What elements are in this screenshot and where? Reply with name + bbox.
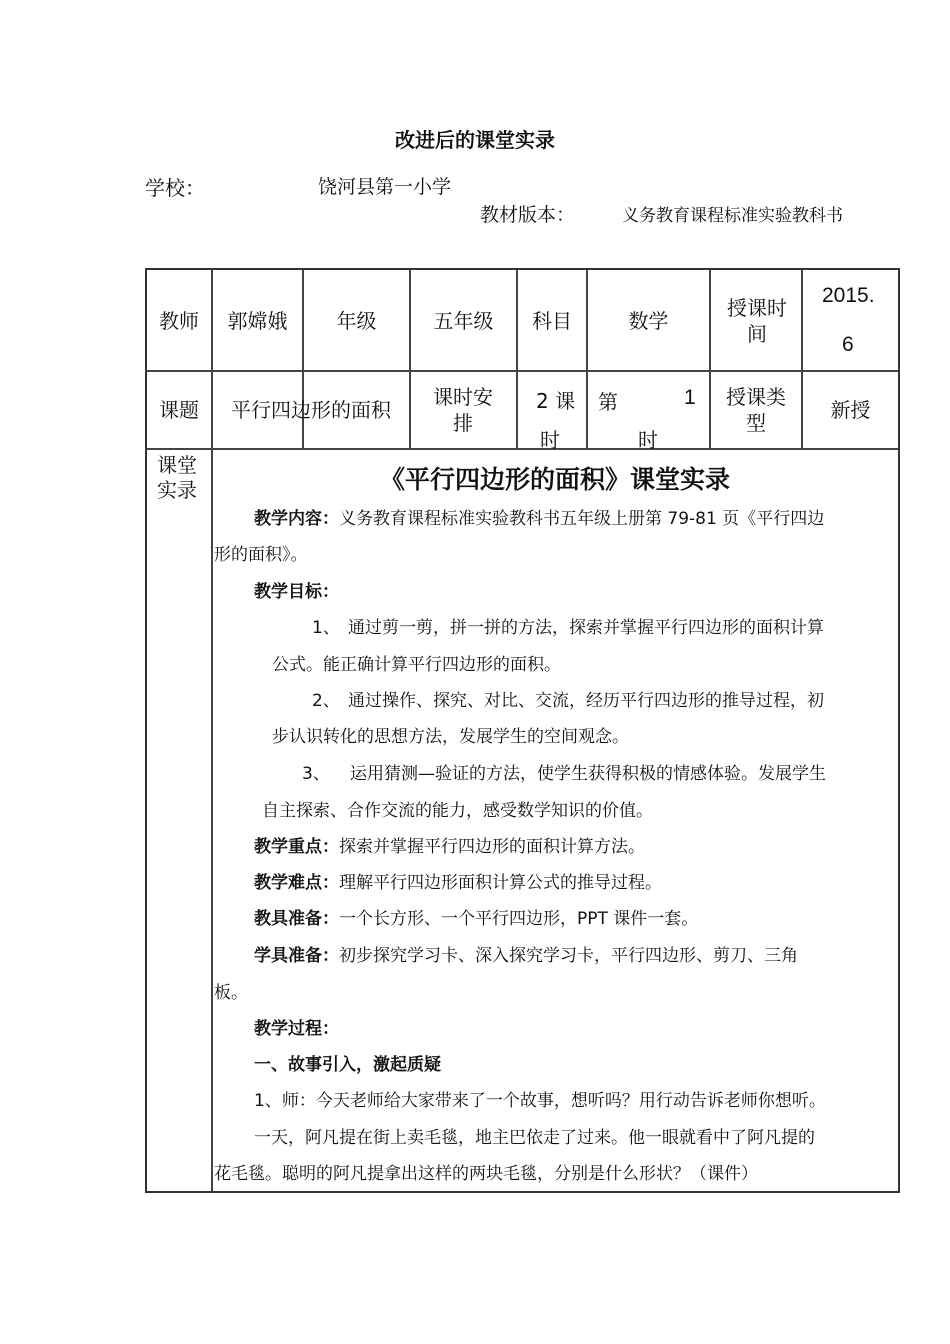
lesson-prefix: 第 bbox=[598, 390, 618, 414]
teacher-name: 郭嫦娥 bbox=[227, 309, 288, 333]
type-value: 新授 bbox=[830, 398, 871, 422]
type-label: 授课类型 bbox=[726, 385, 786, 435]
date-value-line1: 2015. bbox=[822, 284, 875, 307]
page-title: 改进后的课堂实录 bbox=[395, 128, 555, 152]
goal3-text: 运用猜测—验证的方法，使学生获得积极的情感体验。发展学生 bbox=[350, 764, 826, 784]
table-rule bbox=[709, 270, 711, 450]
textbook-label: 教材版本： bbox=[480, 204, 576, 226]
paragraph-2-cont: 花毛毯。聪明的阿凡提拿出这样的两块毛毯，分别是什么形状？（课件） bbox=[214, 1164, 758, 1184]
difficulty-label: 教学难点： bbox=[254, 873, 339, 893]
hours-label: 课时安排 bbox=[433, 385, 493, 435]
grade-label: 年级 bbox=[336, 309, 377, 333]
grade-value: 五年级 bbox=[433, 309, 494, 333]
goal2-text: 通过操作、探究、对比、交流，经历平行四边形的推导过程，初 bbox=[348, 691, 824, 711]
hours-value: 2 课 bbox=[536, 389, 576, 413]
process-label: 教学过程： bbox=[254, 1019, 339, 1039]
content-label: 教学内容： bbox=[254, 509, 339, 529]
teaching-tools-text: 一个长方形、一个平行四边形，PPT 课件一套。 bbox=[339, 909, 699, 929]
hours-unit: 时 bbox=[540, 428, 560, 452]
teaching-tools-label: 教具准备： bbox=[254, 909, 339, 929]
goal3-text-cont: 自主探索、合作交流的能力，感受数学知识的价值。 bbox=[262, 801, 653, 821]
topic-label: 课题 bbox=[159, 398, 199, 422]
table-rule bbox=[147, 448, 898, 450]
paragraph-1: 1、师：今天老师给大家带来了一个故事，想听吗？用行动告诉老师你想听。 bbox=[254, 1091, 826, 1111]
teacher-label: 教师 bbox=[159, 309, 199, 333]
student-tools-text-cont: 板。 bbox=[214, 983, 248, 1003]
topic-value: 平行四边形的面积 bbox=[231, 398, 391, 422]
school-name: 饶河县第一小学 bbox=[318, 176, 452, 198]
textbook-name: 义务教育课程标准实验教科书 bbox=[622, 206, 843, 226]
section-heading: 一、故事引入，激起质疑 bbox=[254, 1055, 441, 1075]
record-heading: 《平行四边形的面积》课堂实录 bbox=[379, 465, 730, 494]
date-value-line2: 6 bbox=[842, 333, 854, 356]
goal2-number: 2、 bbox=[312, 691, 340, 711]
school-label: 学校： bbox=[145, 176, 205, 200]
goal1-number: 1、 bbox=[312, 618, 340, 638]
goal2-text-cont: 步认识转化的思想方法，发展学生的空间观念。 bbox=[272, 727, 629, 747]
goal1-text-cont: 公式。能正确计算平行四边形的面积。 bbox=[272, 655, 561, 675]
goal3-number: 3、 bbox=[302, 764, 330, 784]
student-tools-text: 初步探究学习卡、深入探究学习卡，平行四边形、剪刀、三角 bbox=[339, 946, 798, 966]
record-label: 课堂实录 bbox=[157, 453, 197, 502]
key-point-text: 探索并掌握平行四边形的面积计算方法。 bbox=[339, 837, 645, 857]
content-text: 义务教育课程标准实验教科书五年级上册第 79-81 页《平行四边 bbox=[339, 509, 825, 529]
key-point-label: 教学重点： bbox=[254, 837, 339, 857]
goals-label: 教学目标： bbox=[254, 582, 339, 602]
difficulty-text: 理解平行四边形面积计算公式的推导过程。 bbox=[339, 873, 662, 893]
content-text-cont: 形的面积》。 bbox=[214, 545, 308, 565]
paragraph-2: 一天，阿凡提在街上卖毛毯，地主巴依走了过来。他一眼就看中了阿凡提的 bbox=[254, 1128, 815, 1148]
lesson-suffix: 时 bbox=[638, 428, 658, 452]
subject-label: 科目 bbox=[532, 309, 572, 333]
date-label: 授课时间 bbox=[727, 296, 787, 346]
lesson-number: 1 bbox=[684, 386, 696, 409]
goal1-text: 通过剪一剪，拼一拼的方法，探索并掌握平行四边形的面积计算 bbox=[348, 618, 824, 638]
subject-value: 数学 bbox=[628, 309, 669, 333]
student-tools-label: 学具准备： bbox=[254, 946, 339, 966]
